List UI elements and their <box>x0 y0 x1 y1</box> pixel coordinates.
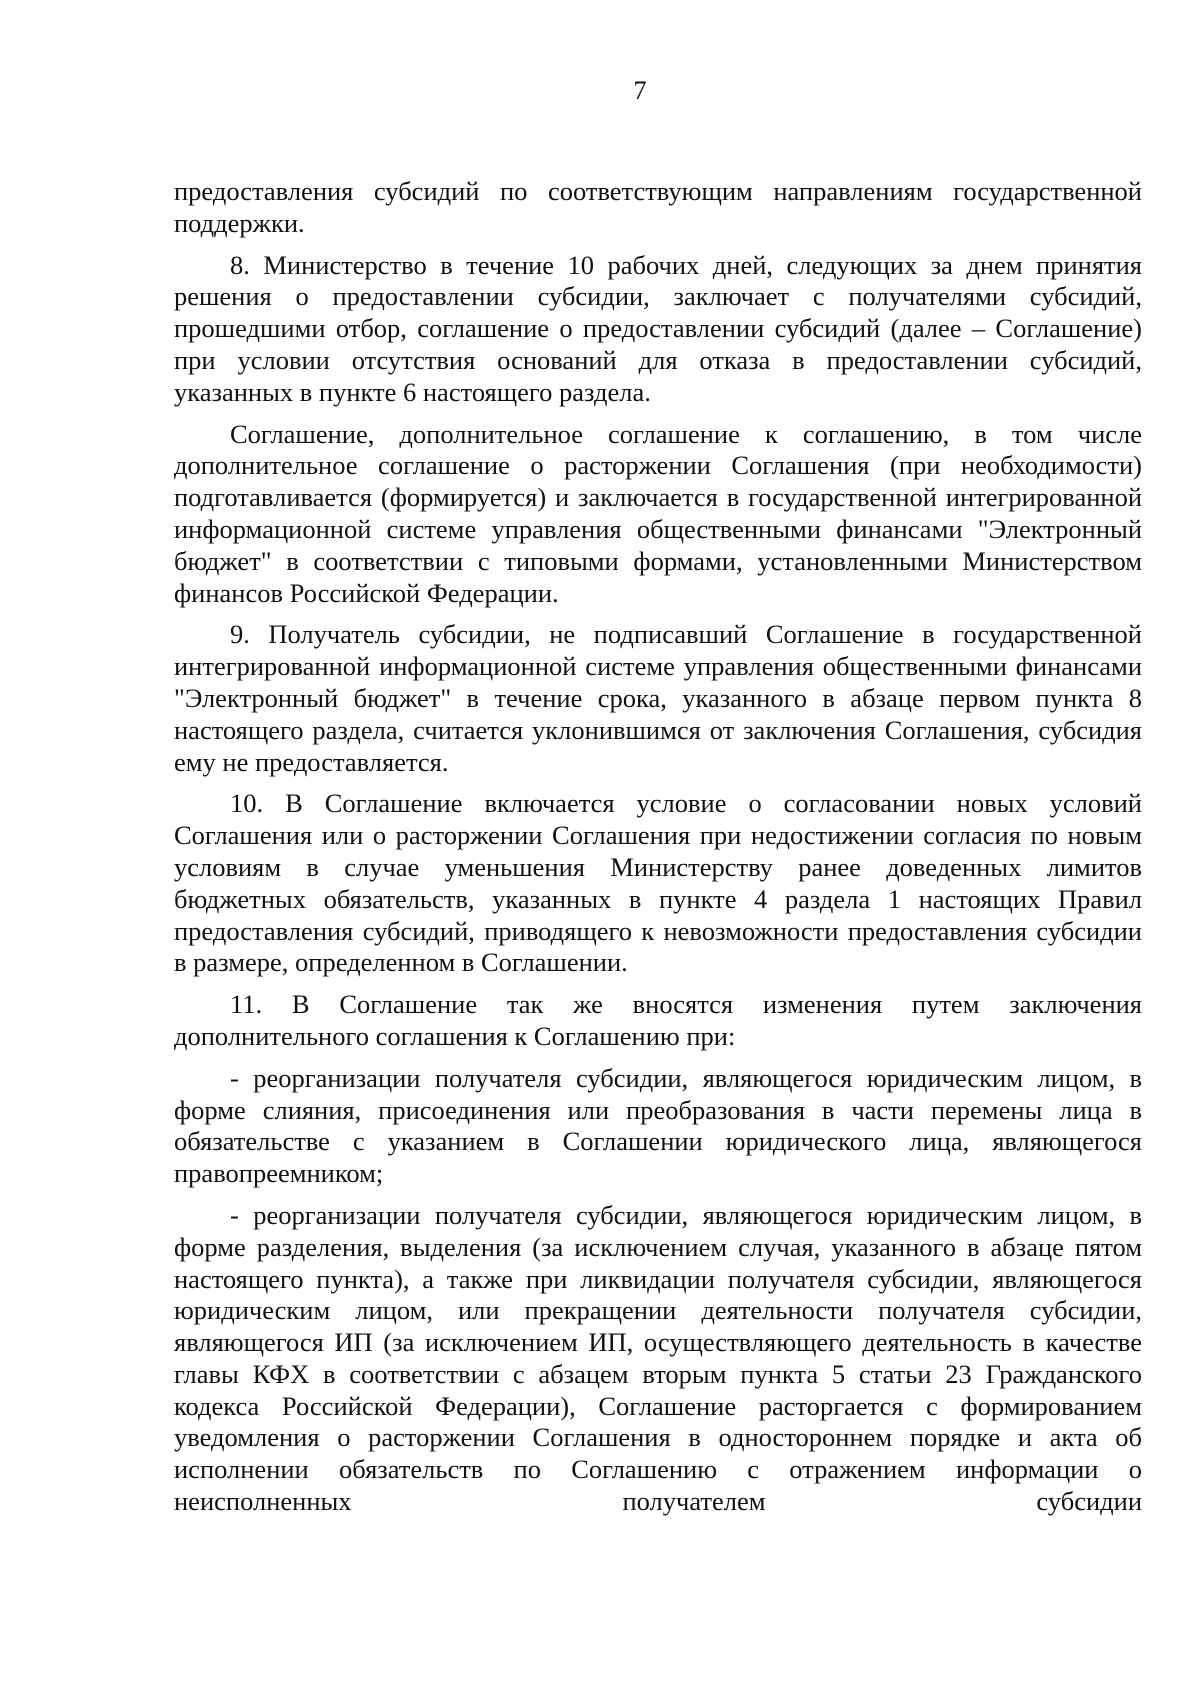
paragraph-item-10: 10. В Соглашение включается условие о согласовании новых условий Соглашения или о расторжении Соглашения при недостижении согласия по новым условиям в случае уменьшения Министерству ранее доведенных лимитов бюджетных обязательств, указанных в пункте 4 раздела 1 настоящих Правил предоставления субсидий, приводящего к невозможности предоставления субсидии в размере, определенном в Соглашении. <box>174 788 1142 978</box>
document-body <box>174 176 1142 1528</box>
paragraph-reorganization-division: - реорганизации получателя субсидии, являющегося юридическим лицом, в форме разделения, выделения (за исключением случая, указанного в абзаце пятом настоящего пункта), а также при ликвидации получателя субсидии, являющегося юридическим лицом, или прекращении деятельности получателя субсидии, являющегося ИП (за исключением ИП, осуществляющего деятельность в качестве главы КФХ в соответствии с абзацем вторым пункта 5 статьи 23 Гражданского кодекса Российской Федерации), Соглашение расторгается с формированием уведомления о расторжении Соглашения в одностороннем порядке и акта об исполнении обязательств по Соглашению с отражением информации о неисполненных получателем субсидии <box>174 1199 1142 1517</box>
paragraph-continuation: предоставления субсидий по соответствующим направлениям государственной поддержки. <box>174 176 1142 238</box>
paragraph-item-11: 11. В Соглашение так же вносятся изменения путем заключения дополнительного соглашения к Соглашению при: <box>174 989 1142 1051</box>
paragraph-agreement-formation: Соглашение, дополнительное соглашение к соглашению, в том числе дополнительное соглашение о расторжении Соглашения (при необходимости) подготавливается (формируется) и заключается в государственной интегрированной информационной системе управления общественными финансами "Электронный бюджет" в соответствии с типовыми формами, установленными Министерством финансов Российской Федерации. <box>174 418 1142 608</box>
page-number: 7 <box>633 76 647 105</box>
paragraph-item-9: 9. Получатель субсидии, не подписавший Соглашение в государственной интегрированной информационной системе управления общественными финансами "Электронный бюджет" в течение срока, указанного в абзаце первом пункта 8 настоящего раздела, считается уклонившимся от заключения Соглашения, субсидия ему не предоставляется. <box>174 619 1142 777</box>
paragraph-item-8: 8. Министерство в течение 10 рабочих дней, следующих за днем принятия решения о предоставлении субсидии, заключает с получателями субсидий, прошедшими отбор, соглашение о предоставлении субсидий (далее – Соглашение) при условии отсутствия оснований для отказа в предоставлении субсидий, указанных в пункте 6 настоящего раздела. <box>174 249 1142 407</box>
paragraph-reorganization-merger: - реорганизации получателя субсидии, являющегося юридическим лицом, в форме слияния, присоединения или преобразования в части перемены лица в обязательстве с указанием в Соглашении юридического лица, являющегося правопреемником; <box>174 1062 1142 1189</box>
